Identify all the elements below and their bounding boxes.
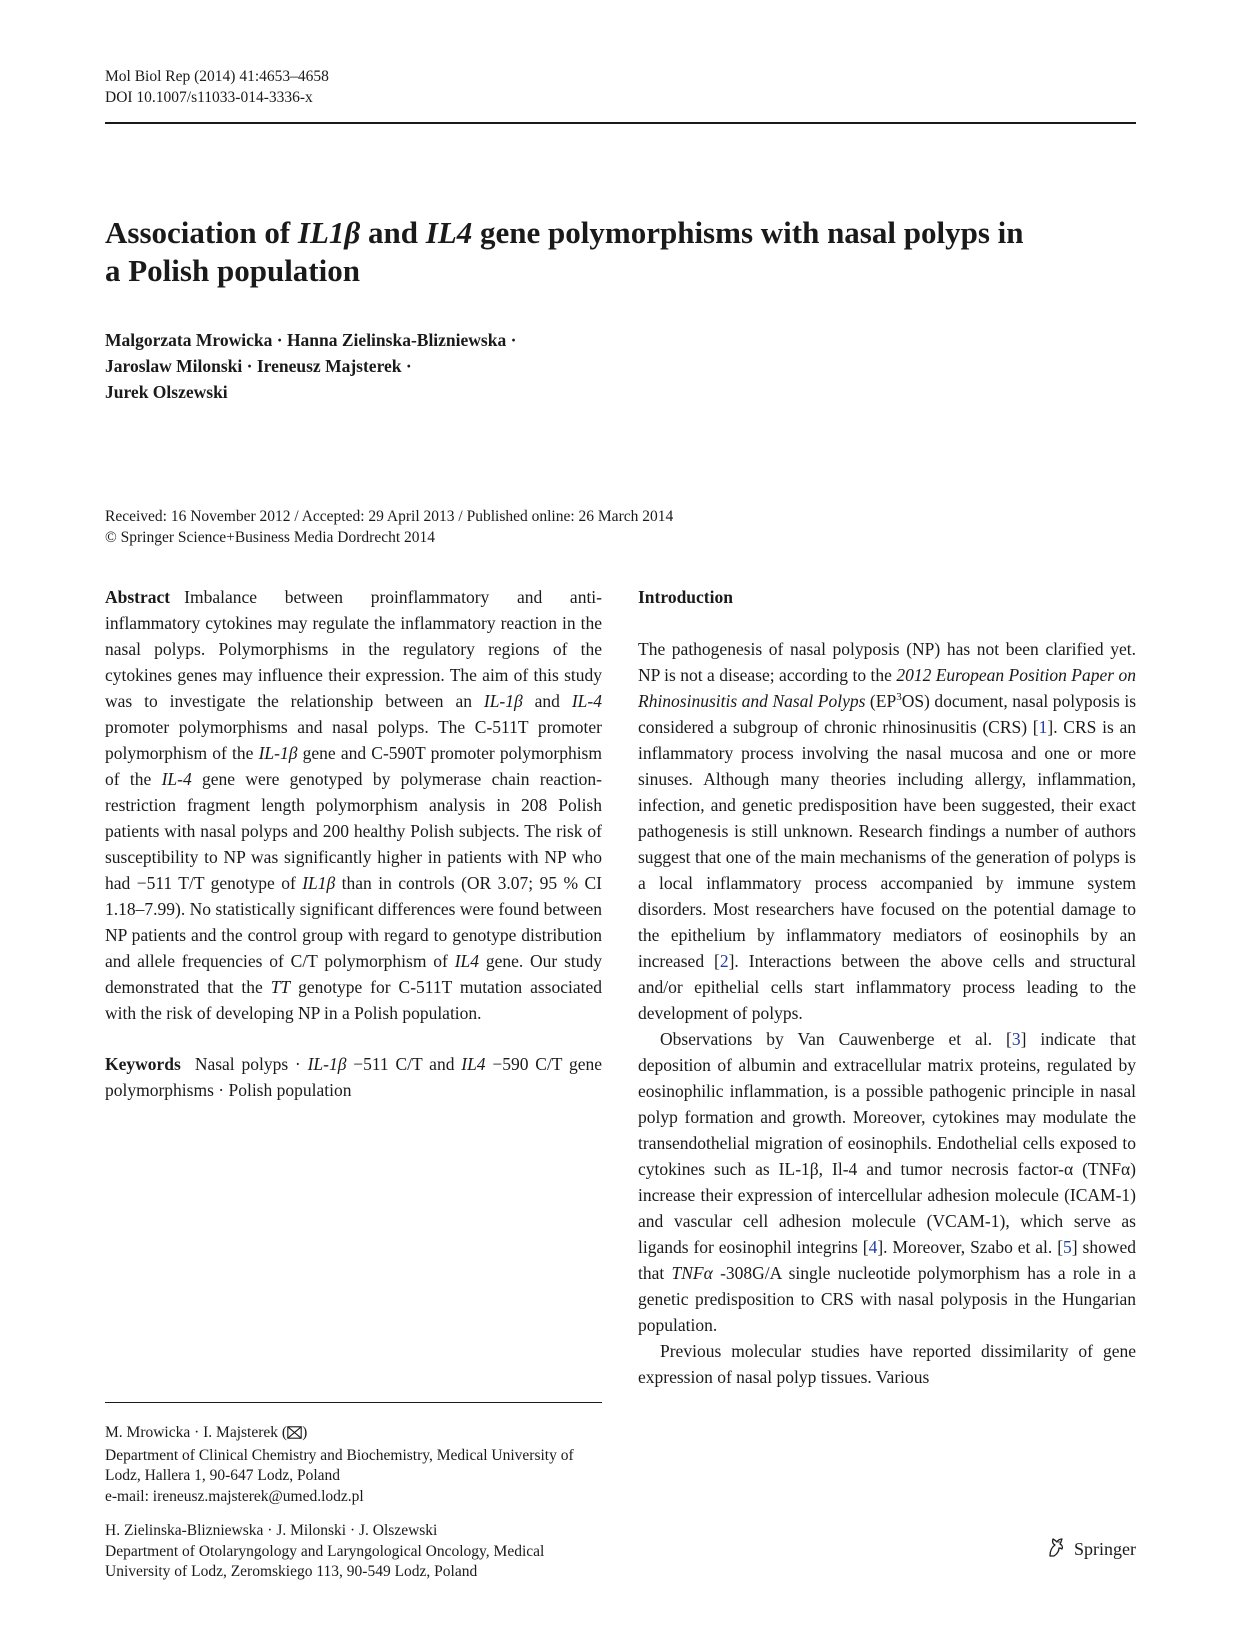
gene-name: IL-1β (483, 691, 523, 711)
gene-name: IL-4 (571, 691, 602, 711)
author-name: Jaroslaw Milonski (105, 356, 243, 376)
affiliation-department: Department of Otolaryngology and Laryngological Oncology, Medical University of Lodz, Zeromskiego 113, 90-549 Lodz, Poland (105, 1542, 545, 1580)
author-separator: · (401, 356, 412, 376)
author-name: Hanna Zielinska-Blizniewska (286, 330, 507, 350)
citation-link[interactable]: 5 (1063, 1237, 1072, 1257)
abstract-text: promoter polymorphisms and nasal polyps. The C-511T promoter polymorphism of the (105, 717, 602, 763)
doi: DOI 10.1007/s11033-014-3336-x (105, 89, 313, 106)
intro-text: ]. Interactions between the above cells and structural and/or epithelial cells start inflammatory process leading to the development of polyps. (638, 951, 1136, 1023)
intro-text: The pathogenesis of nasal polyposis (NP) has not been clarified yet. NP is not a disease; according to the (638, 639, 1136, 685)
gene-name: IL-1β (307, 1054, 347, 1074)
gene-name: TNFα (671, 1263, 713, 1283)
keywords-label: Keywords (105, 1054, 181, 1074)
right-column (638, 584, 1136, 1390)
envelope-icon (287, 1425, 302, 1446)
abstract-text: gene were genotyped by polymerase chain reaction-restriction fragment length polymorphism analysis in 208 Polish patients with nasal polyps and 200 healthy Polish subjects. The risk of susceptibility to NP was significantly higher in patients with NP who had −511 T/T genotype of (105, 769, 602, 893)
intro-text: ] showed that (638, 1237, 1137, 1283)
author-separator: · (272, 330, 287, 350)
keywords (105, 1051, 602, 1103)
journal-citation: Mol Biol Rep (2014) 41:4653–4658 (105, 68, 329, 85)
affiliation-names: H. Zielinska-Blizniewska · J. Milonski · J. Olszewski (105, 1522, 438, 1539)
gene-name: IL-4 (161, 769, 192, 789)
left-column (105, 584, 602, 1103)
citation-link[interactable]: 1 (1038, 717, 1048, 737)
publisher-mark (1044, 1535, 1136, 1564)
publication-dates (105, 506, 1005, 548)
affiliation-department: Department of Clinical Chemistry and Biochemistry, Medical University of Lodz, Hallera 1, 90-647 Lodz, Poland (105, 1446, 574, 1484)
affiliations (105, 1423, 602, 1583)
gene-name: IL4 (461, 1054, 486, 1074)
affiliation-email[interactable]: e-mail: ireneusz.majsterek@umed.lodz.pl (105, 1487, 364, 1505)
intro-paragraph (638, 636, 1136, 1026)
paper-title (105, 214, 1025, 290)
introduction-heading: Introduction (638, 587, 733, 607)
footnote-rule (105, 1402, 602, 1403)
intro-text: ] indicate that deposition of albumin and extracellular matrix proteins, regulated by eosinophilic inflammation, is a possible pathogenic principle in nasal polyp formation and growth. Moreover, cytokines may modulate the transendothelial migration of eosinophils. Endothelial cells exposed to cytokines such as IL-1β, Il-4 and tumor necrosis factor-α (TNFα) increase their expression of intercellular adhesion molecule (ICAM-1) and vascular cell adhesion molecule (VCAM-1), which serve as ligands for eosinophil integrins [ (638, 1029, 1136, 1257)
gene-name: IL4 (454, 951, 479, 971)
author-name: Malgorzata Mrowicka (105, 330, 273, 350)
keywords-text: −590 C/T gene polymorphisms · Polish population (105, 1054, 603, 1100)
keywords-text: Nasal polyps · (194, 1054, 308, 1074)
citation-link[interactable]: 3 (1011, 1029, 1021, 1049)
intro-text: ]. CRS is an inflammatory process involving the nasal mucosa and one or more sinuses. Although many theories including allergy, inflammation, infection, and genetic predisposition have been suggested, their exact pathogenesis is still unknown. Research findings a number of authors suggest that one of the main mechanisms of the generation of polyps is a local inflammatory process accompanied by immune system disorders. Most researchers have focused on the potential damage to the epithelium by inflammatory mediators of eosinophils by an increased [ (638, 717, 1136, 971)
abstract-text: gene. Our study demonstrated that the (105, 951, 602, 997)
author-separator: · (242, 356, 257, 376)
superscript: 3 (896, 691, 902, 704)
title-gene: IL4 (425, 215, 473, 250)
genotype-name: TT (270, 977, 291, 997)
springer-horse-icon (1044, 1535, 1068, 1564)
affiliation-names (105, 1423, 602, 1446)
author-separator: · (506, 330, 517, 350)
document-title: 2012 European Position Paper on Rhinosinusitis and Nasal Polyps (638, 665, 1136, 711)
affiliation-text: ) (302, 1424, 308, 1441)
abstract-text: genotype for C-511T mutation associated with the risk of developing NP in a Polish population. (105, 977, 602, 1023)
gene-name: IL1β (302, 873, 336, 893)
header-rule (105, 122, 1136, 124)
abstract-text: gene and C-590T promoter polymorphism of the (105, 743, 602, 789)
history-line: Received: 16 November 2012 / Accepted: 29 April 2013 / Published online: 26 March 2014 (105, 508, 674, 525)
title-text: gene polymorphisms with nasal polyps in a Polish population (105, 215, 1024, 288)
intro-text: OS) document, nasal polyposis is considered a subgroup of chronic rhinosinusitis (CRS) [ (638, 691, 1137, 737)
copyright-line: © Springer Science+Business Media Dordrecht 2014 (105, 529, 436, 546)
abstract-text: than in controls (OR 3.07; 95 % CI 1.18–7.99). No statistically significant differences were found between NP patients and the control group with regard to genotype distribution and allele frequencies of C/T polymorphism of (105, 873, 602, 971)
abstract (105, 584, 602, 1026)
citation-link[interactable]: 4 (868, 1237, 878, 1257)
intro-text: -308G/A single nucleotide polymorphism has a role in a genetic predisposition to CRS with nasal polyposis in the Hungarian population. (638, 1263, 1136, 1335)
intro-text: Observations by Van Cauwenberge et al. [ (660, 1029, 1012, 1049)
author-name: Ireneusz Majsterek (256, 356, 402, 376)
keywords-text: −511 C/T and (346, 1054, 462, 1074)
journal-header (105, 66, 329, 108)
abstract-text: Imbalance between proinflammatory and anti-inflammatory cytokines may regulate the inflammatory reaction in the nasal polyps. Polymorphisms in the regulatory regions of the cytokines genes may influence their expression. The aim of this study was to investigate the relationship between an (105, 587, 602, 711)
intro-text: (EP (865, 691, 897, 711)
author-list (105, 327, 665, 405)
publisher-name: Springer (1074, 1539, 1136, 1559)
intro-text: ]. Moreover, Szabo et al. [ (877, 1237, 1064, 1257)
intro-paragraph: Previous molecular studies have reported dissimilarity of gene expression of nasal polyp tissues. Various (638, 1341, 1136, 1387)
title-text: Association of (105, 215, 298, 250)
affiliation-text: M. Mrowicka · I. Majsterek ( (105, 1424, 288, 1441)
author-name: Jurek Olszewski (105, 382, 228, 402)
title-gene: IL1β (297, 215, 361, 250)
gene-name: IL-1β (258, 743, 298, 763)
abstract-text: and (522, 691, 572, 711)
intro-paragraph (638, 1026, 1136, 1338)
abstract-label: Abstract (105, 587, 171, 607)
title-text: and (360, 215, 426, 250)
citation-link[interactable]: 2 (719, 951, 729, 971)
